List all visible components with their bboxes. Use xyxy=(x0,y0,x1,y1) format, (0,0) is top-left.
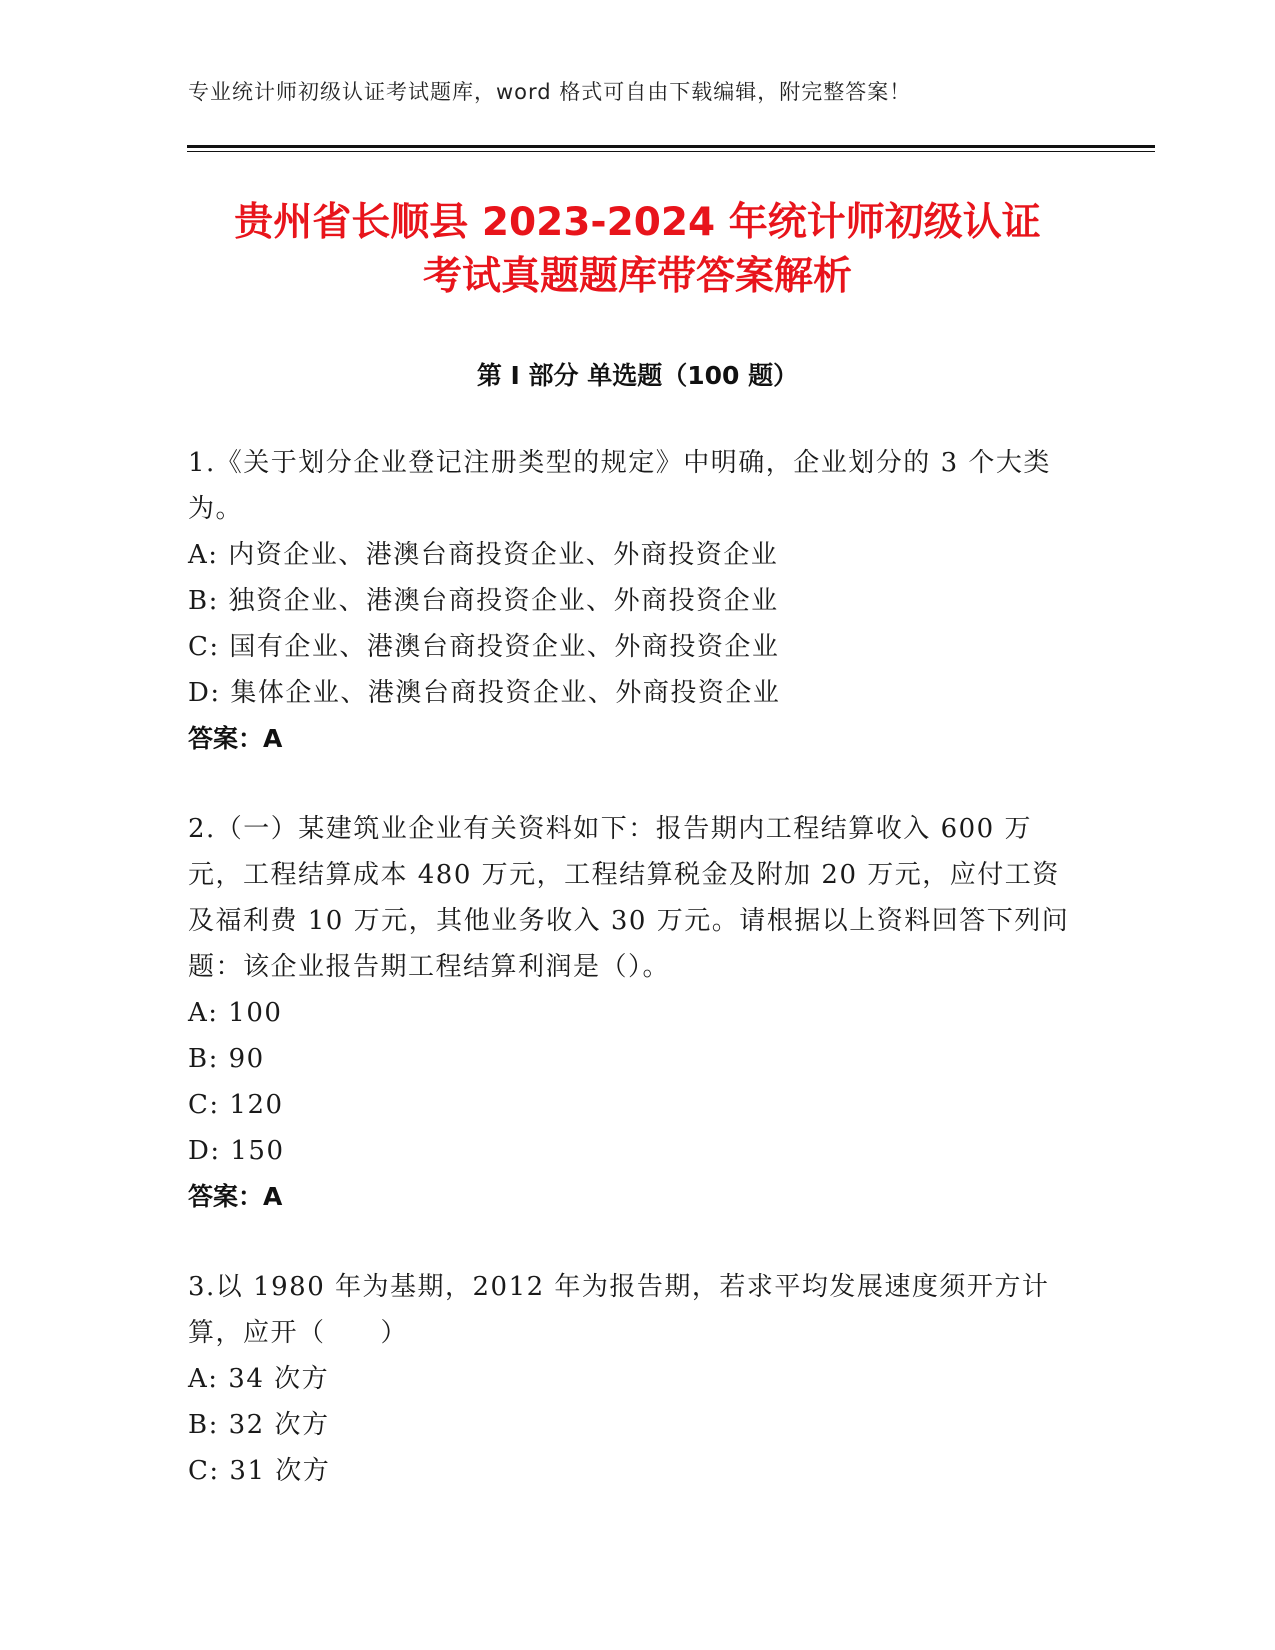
section-title: 第 I 部分 单选题（100 题） xyxy=(476,361,799,390)
header-note: 专业统计师初级认证考试题库，word 格式可自由下载编辑，附完整答案！ xyxy=(188,80,912,104)
option-a: A: 34 次方 xyxy=(188,1364,330,1394)
option-b: B: 32 次方 xyxy=(188,1410,330,1440)
option-a: A: 100 xyxy=(188,998,283,1028)
question-stem: 2.（一）某建筑业企业有关资料如下：报告期内工程结算收入 600 万元，工程结算成本 480 万元，工程结算税金及附加 20 万元，应付工资及福利费 10 万元，其他业务收入 30 万元。请根据以上资料回答下列问题：该企业报告期工程结算利润是（）。 xyxy=(188,814,1070,982)
document-title xyxy=(180,196,1095,304)
option-c: C: 31 次方 xyxy=(188,1456,331,1486)
question-1 xyxy=(188,440,1078,762)
answer: 答案：A xyxy=(188,724,283,753)
option-c: C: 120 xyxy=(188,1090,284,1120)
option-b: B: 独资企业、港澳台商投资企业、外商投资企业 xyxy=(188,586,779,616)
option-c: C: 国有企业、港澳台商投资企业、外商投资企业 xyxy=(188,632,780,662)
question-stem: 1.《关于划分企业登记注册类型的规定》中明确，企业划分的 3 个大类为。 xyxy=(188,448,1051,524)
question-list xyxy=(188,440,1078,1538)
question-stem: 3.以 1980 年为基期，2012 年为报告期，若求平均发展速度须开方计算，应开（ ） xyxy=(188,1272,1050,1348)
header-divider xyxy=(187,145,1155,148)
question-3 xyxy=(188,1264,1078,1494)
option-d: D: 150 xyxy=(188,1136,285,1166)
option-d: D: 集体企业、港澳台商投资企业、外商投资企业 xyxy=(188,678,781,708)
header-divider-thin xyxy=(187,151,1155,152)
answer: 答案：A xyxy=(188,1182,283,1211)
option-b: B: 90 xyxy=(188,1044,265,1074)
document-title-line-1: 贵州省长顺县 2023-2024 年统计师初级认证 xyxy=(234,200,1041,245)
option-a: A: 内资企业、港澳台商投资企业、外商投资企业 xyxy=(188,540,779,570)
question-2 xyxy=(188,806,1078,1220)
document-title-line-2: 考试真题题库带答案解析 xyxy=(422,254,852,299)
